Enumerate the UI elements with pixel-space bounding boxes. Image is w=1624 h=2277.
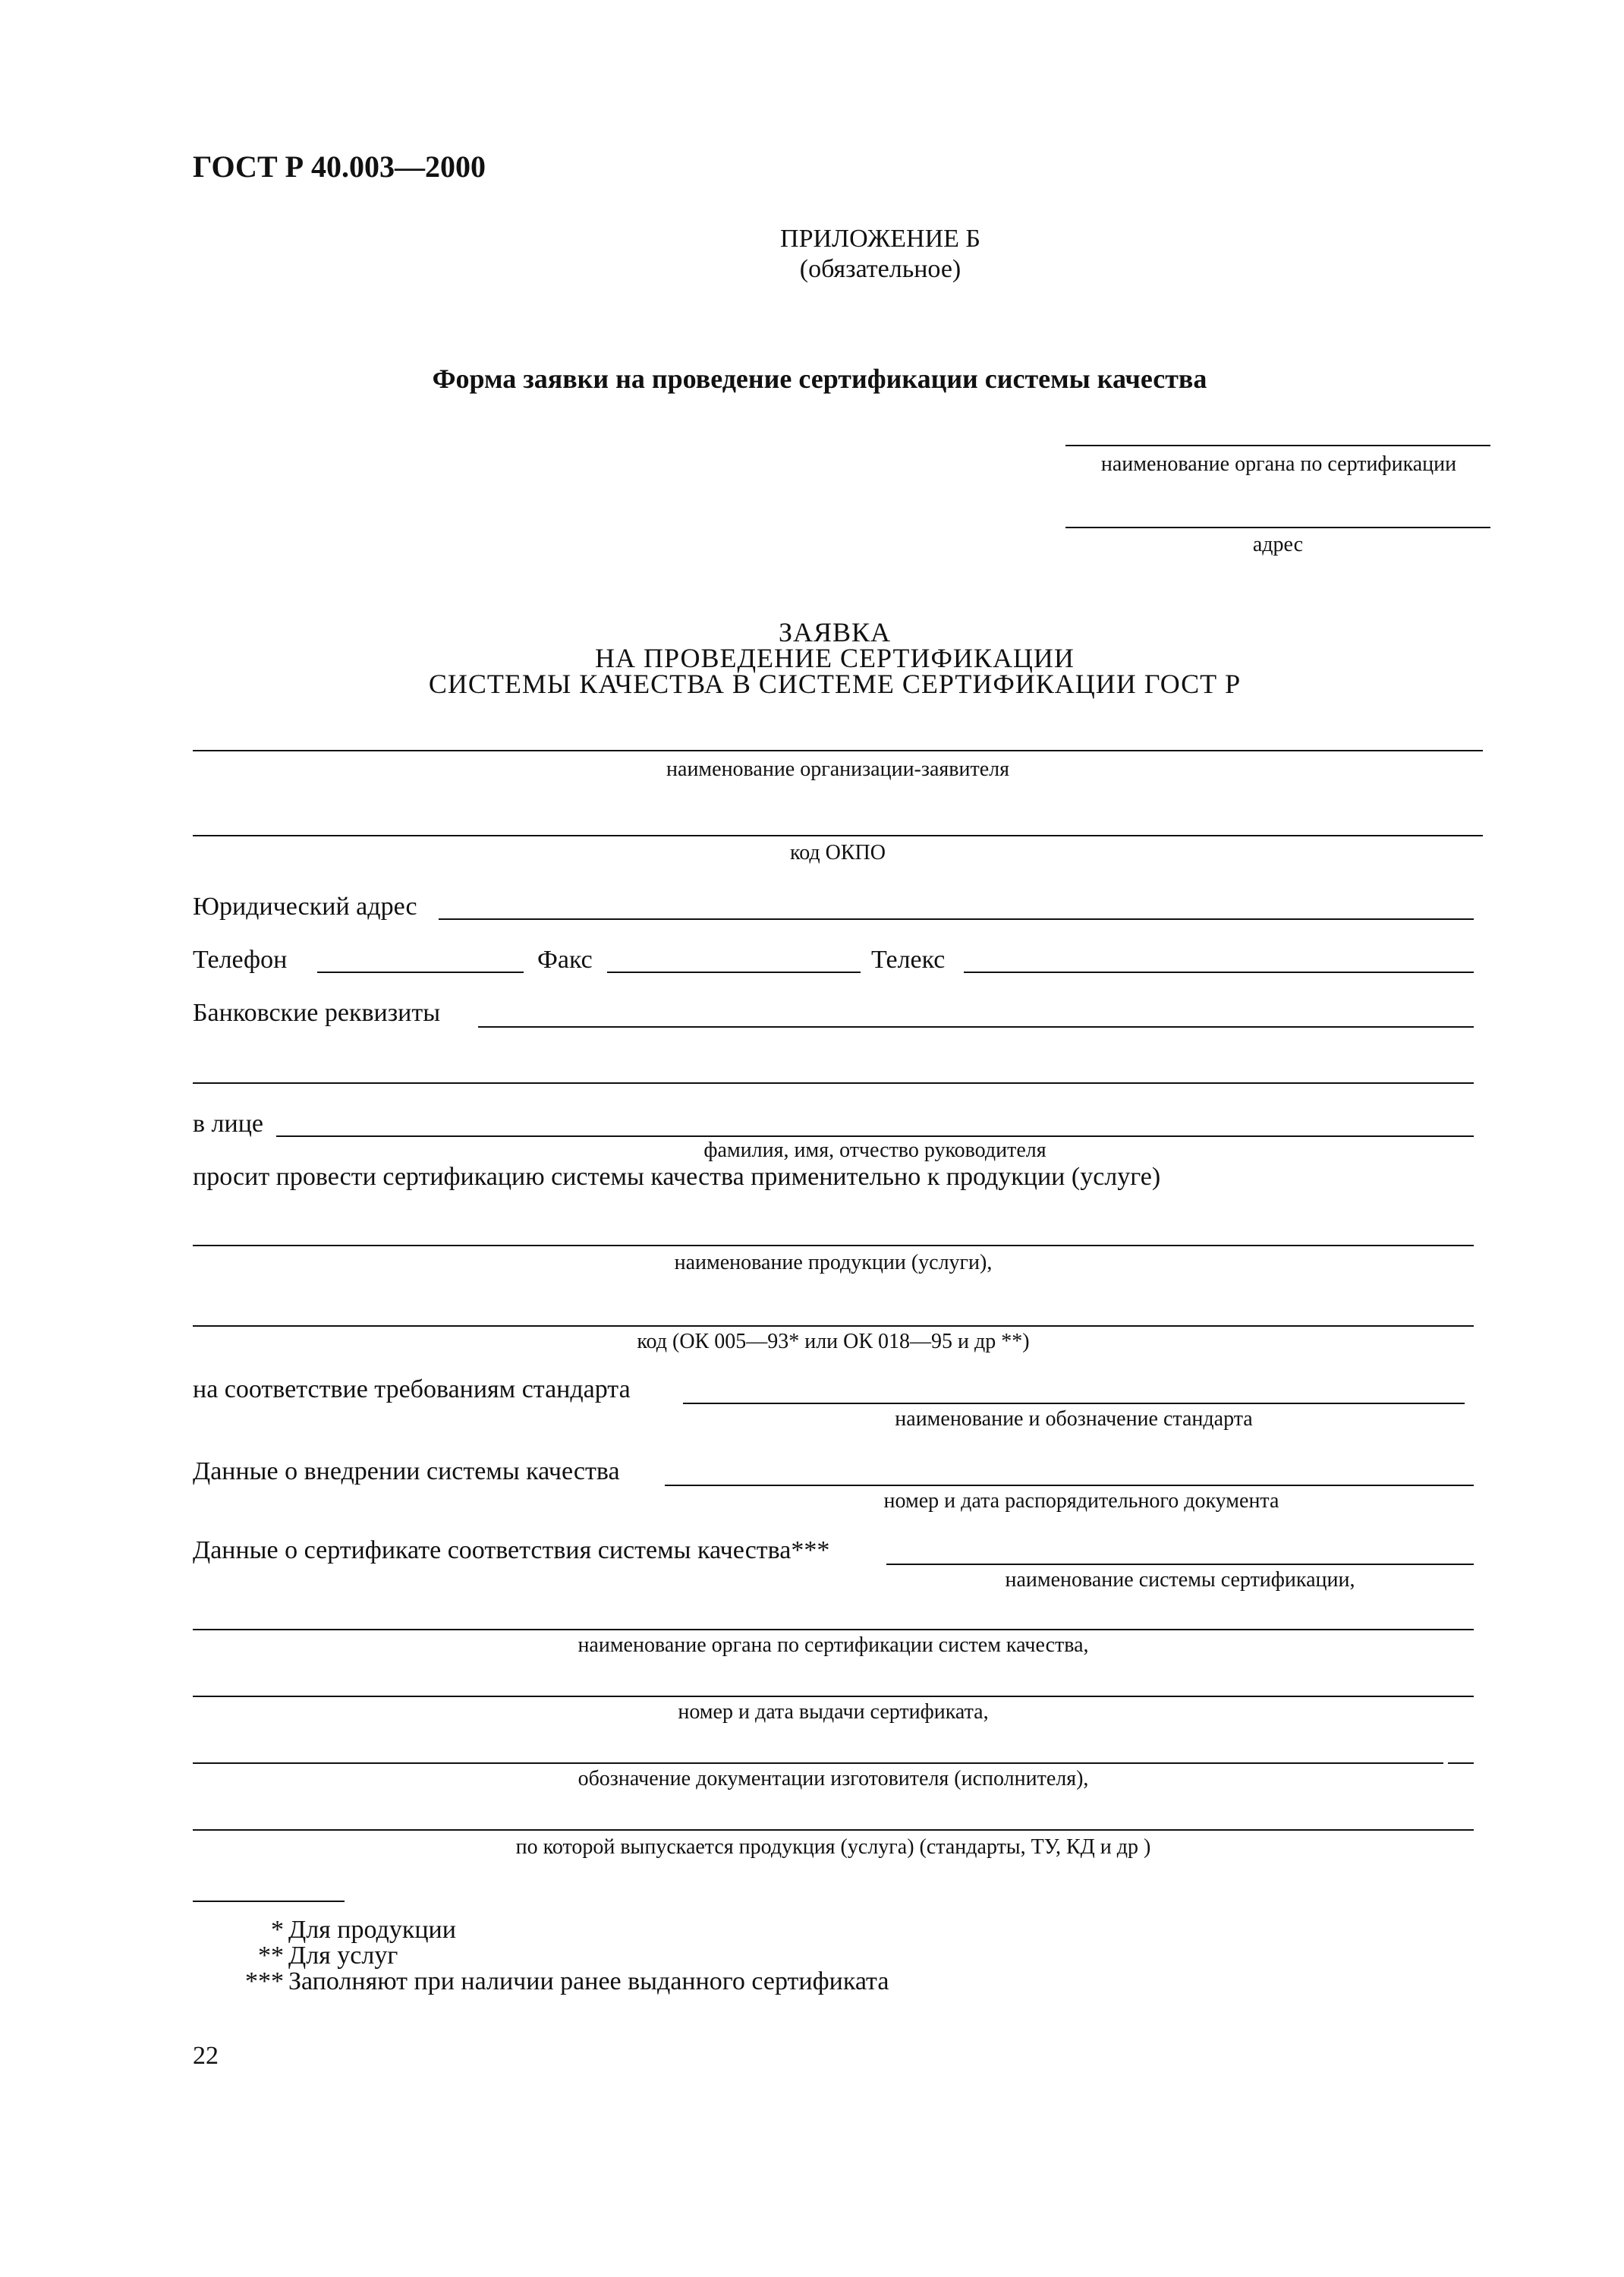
certificate-body-line[interactable] xyxy=(193,1629,1474,1630)
application-heading-3: СИСТЕМЫ КАЧЕСТВА В СИСТЕМЕ СЕРТИФИКАЦИИ ГОСТ Р xyxy=(428,669,1242,699)
standard-label: на соответствие требованиям стандарта xyxy=(193,1375,631,1403)
address-line[interactable] xyxy=(1065,527,1490,528)
fax-line[interactable] xyxy=(607,972,861,973)
certificate-number-caption: номер и дата выдачи сертификата, xyxy=(678,1700,989,1724)
implementation-line[interactable] xyxy=(665,1485,1474,1486)
org-name-caption: наименование организации-заявителя xyxy=(666,757,1009,781)
documentation-line[interactable] xyxy=(193,1762,1443,1764)
representative-line[interactable] xyxy=(276,1135,1474,1137)
request-text: просит провести сертификацию системы качества применительно к продукции (услуге) xyxy=(193,1163,1161,1191)
application-heading-2: НА ПРОВЕДЕНИЕ СЕРТИФИКАЦИИ xyxy=(595,643,1075,673)
appendix-title: ПРИЛОЖЕНИЕ Б xyxy=(780,225,980,253)
product-name-line[interactable] xyxy=(193,1245,1474,1246)
footnote-mark-3: *** xyxy=(245,1967,284,1995)
address-caption: адрес xyxy=(1252,533,1304,556)
legal-address-line[interactable] xyxy=(439,918,1474,920)
fax-label: Факс xyxy=(537,946,593,974)
product-code-line[interactable] xyxy=(193,1325,1474,1327)
certificate-label: Данные о сертификате соответствия системы качества*** xyxy=(193,1536,830,1564)
standard-line[interactable] xyxy=(683,1403,1465,1404)
footnote-text-1: Для продукции xyxy=(288,1916,456,1944)
footnote-text-2: Для услуг xyxy=(288,1942,398,1970)
product-name-caption: наименование продукции (услуги), xyxy=(674,1251,993,1274)
bank-details-line[interactable] xyxy=(478,1026,1474,1028)
appendix-status: (обязательное) xyxy=(799,255,961,283)
page-number: 22 xyxy=(193,2042,219,2070)
product-code-caption: код (ОК 005—93* или ОК 018—95 и др **) xyxy=(637,1330,1030,1353)
telex-label: Телекс xyxy=(871,946,946,974)
telex-line[interactable] xyxy=(964,972,1474,973)
bank-details-line-2[interactable] xyxy=(193,1082,1474,1084)
okpo-line[interactable] xyxy=(193,835,1483,836)
footnote-mark-2: ** xyxy=(258,1942,284,1970)
footnote-mark-1: * xyxy=(271,1916,284,1944)
certificate-body-caption: наименование органа по сертификации систем качества, xyxy=(578,1633,1089,1657)
standard-caption: наименование и обозначение стандарта xyxy=(895,1407,1253,1431)
phone-line[interactable] xyxy=(317,972,524,973)
okpo-caption: код ОКПО xyxy=(790,841,886,865)
implementation-label: Данные о внедрении системы качества xyxy=(193,1457,620,1485)
representative-label: в лице xyxy=(193,1110,264,1138)
certification-body-line[interactable] xyxy=(1065,445,1490,446)
documentation-basis-caption: по которой выпускается продукция (услуга) (стандарты, ТУ, КД и др ) xyxy=(515,1835,1151,1859)
application-heading-1: ЗАЯВКА xyxy=(778,617,892,647)
documentation-caption: обозначение документации изготовителя (исполнителя), xyxy=(578,1767,1089,1790)
certification-body-caption: наименование органа по сертификации xyxy=(1100,452,1457,476)
documentation-basis-line[interactable] xyxy=(193,1829,1474,1831)
footnote-text-3: Заполняют при наличии ранее выданного сертификата xyxy=(288,1967,889,1995)
footnote-divider xyxy=(193,1901,345,1902)
phone-label: Телефон xyxy=(193,946,288,974)
document-header: ГОСТ Р 40.003—2000 xyxy=(193,150,486,184)
bank-details-label: Банковские реквизиты xyxy=(193,999,441,1027)
certificate-system-caption: наименование системы сертификации, xyxy=(1005,1568,1355,1592)
legal-address-label: Юридический адрес xyxy=(193,893,417,921)
certificate-number-line[interactable] xyxy=(193,1696,1474,1697)
representative-caption: фамилия, имя, отчество руководителя xyxy=(703,1138,1046,1162)
documentation-line-end xyxy=(1448,1762,1474,1764)
org-name-line[interactable] xyxy=(193,750,1483,751)
certificate-system-line[interactable] xyxy=(886,1564,1474,1565)
implementation-caption: номер и дата распорядительного документа xyxy=(883,1489,1279,1513)
form-title: Форма заявки на проведение сертификации системы качества xyxy=(432,364,1207,394)
